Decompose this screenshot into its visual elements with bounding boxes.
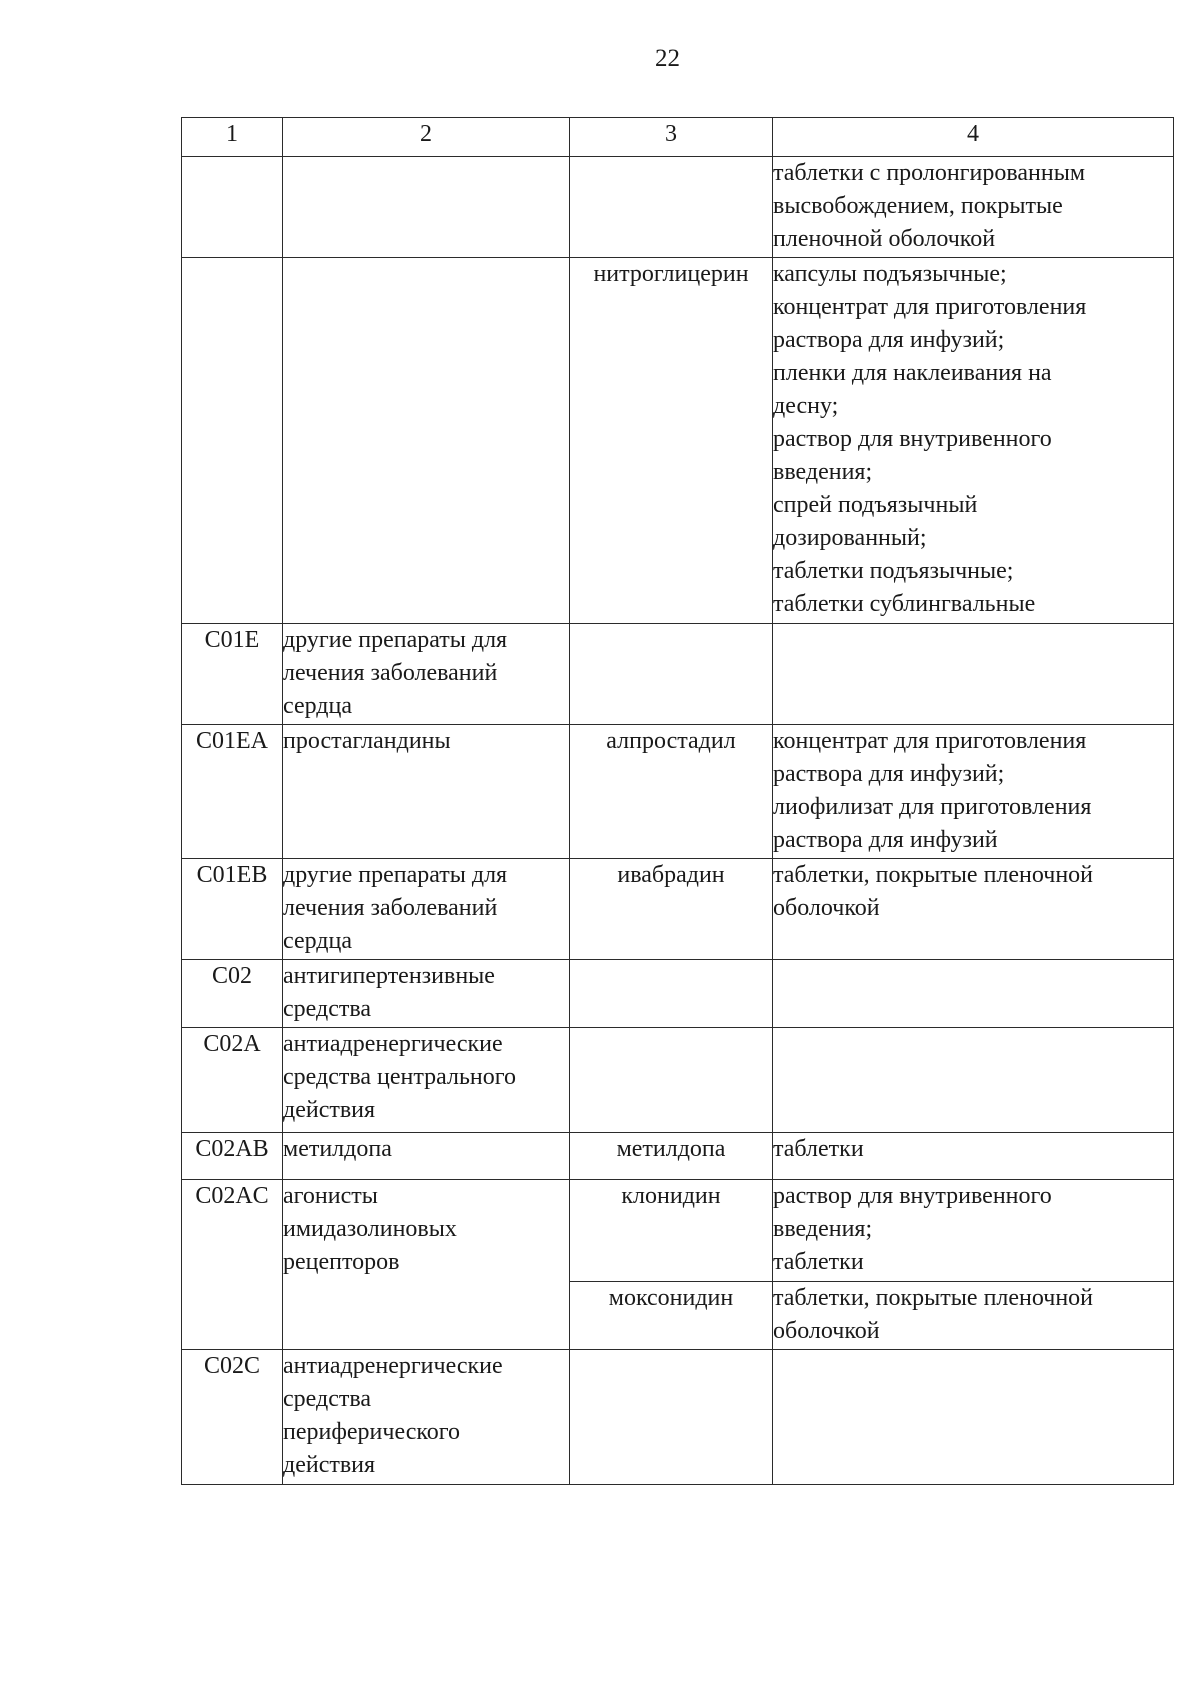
group-name-line: средства bbox=[283, 996, 372, 1022]
dosage-form-line: таблетки, покрытые пленочной bbox=[773, 1285, 1094, 1311]
dosage-form-line: спрей подъязычный bbox=[773, 492, 978, 518]
atc-code-cell: C01EA bbox=[182, 725, 283, 859]
group-name-line: лечения заболеваний bbox=[283, 895, 498, 921]
substance-cell bbox=[570, 725, 773, 859]
dosage-form-line: таблетки сублингвальные bbox=[773, 591, 1036, 617]
dosage-form-line: лиофилизат для приготовления bbox=[773, 794, 1092, 820]
atc-code-cell bbox=[182, 258, 283, 624]
dosage-form-line: раствора для инфузий; bbox=[773, 327, 1005, 353]
dosage-form-line: пленки для наклеивания на bbox=[773, 360, 1052, 386]
dosage-form-cell bbox=[773, 1180, 1174, 1282]
drug-table bbox=[181, 117, 1174, 1485]
group-name-line: другие препараты для bbox=[283, 627, 508, 653]
group-name-line: средства центрального bbox=[283, 1064, 517, 1090]
atc-code-cell: C02 bbox=[182, 960, 283, 1028]
substance-cell bbox=[570, 960, 773, 1028]
table-row bbox=[182, 1180, 1174, 1282]
group-name-cell bbox=[283, 960, 570, 1028]
group-name-line: действия bbox=[283, 1097, 376, 1123]
atc-code-cell: C01EB bbox=[182, 859, 283, 960]
group-name-line: метилдопа bbox=[283, 1136, 392, 1162]
dosage-form-line: таблетки с пролонгированным bbox=[773, 160, 1086, 186]
dosage-form-line: раствора для инфузий bbox=[773, 827, 998, 853]
dosage-form-line: дозированный; bbox=[773, 525, 927, 551]
dosage-form-line: таблетки, покрытые пленочной bbox=[773, 862, 1094, 888]
group-name-line: антиадренергические bbox=[283, 1353, 503, 1379]
dosage-form-line: раствор для внутривенного bbox=[773, 426, 1052, 452]
dosage-form-cell bbox=[773, 1028, 1174, 1133]
dosage-form-line: раствор для внутривенного bbox=[773, 1183, 1052, 1209]
substance-cell bbox=[570, 157, 773, 258]
table-row bbox=[182, 157, 1174, 258]
dosage-form-cell bbox=[773, 859, 1174, 960]
table-row bbox=[182, 960, 1174, 1028]
group-name-line: агонисты bbox=[283, 1183, 378, 1209]
atc-code-cell bbox=[182, 157, 283, 258]
table-row bbox=[182, 725, 1174, 859]
substance-name: моксонидин bbox=[608, 1285, 734, 1311]
column-header-1: 1 bbox=[182, 118, 283, 157]
dosage-form-line: концентрат для приготовления bbox=[773, 294, 1087, 320]
group-name-cell bbox=[283, 258, 570, 624]
dosage-form-cell bbox=[773, 1350, 1174, 1485]
dosage-form-line: таблетки подъязычные; bbox=[773, 558, 1014, 584]
group-name-line: рецепторов bbox=[283, 1249, 400, 1275]
group-name-cell bbox=[283, 624, 570, 725]
atc-code-cell: C02C bbox=[182, 1350, 283, 1485]
group-name-line: антигипертензивные bbox=[283, 963, 495, 989]
group-name-line: сердца bbox=[283, 928, 352, 954]
substance-cell bbox=[570, 1133, 773, 1180]
dosage-form-cell bbox=[773, 258, 1174, 624]
substance-cell bbox=[570, 1282, 773, 1350]
dosage-form-line: десну; bbox=[773, 393, 839, 419]
group-name-cell bbox=[283, 1028, 570, 1133]
table-row bbox=[182, 1350, 1174, 1485]
column-header-2: 2 bbox=[283, 118, 570, 157]
group-name-cell bbox=[283, 1180, 570, 1350]
dosage-form-line: раствора для инфузий; bbox=[773, 761, 1005, 787]
substance-cell bbox=[570, 258, 773, 624]
atc-code-cell: C01E bbox=[182, 624, 283, 725]
group-name-cell bbox=[283, 1350, 570, 1485]
substance-cell bbox=[570, 1180, 773, 1282]
group-name-cell bbox=[283, 157, 570, 258]
dosage-form-line: высвобождением, покрытые bbox=[773, 193, 1063, 219]
dosage-form-cell bbox=[773, 624, 1174, 725]
group-name-cell bbox=[283, 1133, 570, 1180]
dosage-form-cell bbox=[773, 1282, 1174, 1350]
page-number: 22 bbox=[655, 45, 680, 72]
dosage-form-line: оболочкой bbox=[773, 895, 880, 921]
dosage-form-line: капсулы подъязычные; bbox=[773, 261, 1007, 287]
substance-name: нитроглицерин bbox=[593, 261, 749, 287]
group-name-line: лечения заболеваний bbox=[283, 660, 498, 686]
column-header-3: 3 bbox=[570, 118, 773, 157]
dosage-form-cell bbox=[773, 725, 1174, 859]
substance-name: клонидин bbox=[621, 1183, 721, 1209]
atc-code-cell: C02AC bbox=[182, 1180, 283, 1350]
atc-code-cell: C02A bbox=[182, 1028, 283, 1133]
table-row bbox=[182, 258, 1174, 624]
dosage-form-cell bbox=[773, 157, 1174, 258]
substance-cell bbox=[570, 859, 773, 960]
substance-cell bbox=[570, 1028, 773, 1133]
substance-name: ивабрадин bbox=[617, 862, 725, 888]
dosage-form-line: оболочкой bbox=[773, 1318, 880, 1344]
table-row bbox=[182, 1028, 1174, 1133]
group-name-line: другие препараты для bbox=[283, 862, 508, 888]
group-name-line: имидазолиновых bbox=[283, 1216, 457, 1242]
group-name-cell bbox=[283, 725, 570, 859]
substance-name: метилдопа bbox=[616, 1136, 726, 1162]
dosage-form-line: концентрат для приготовления bbox=[773, 728, 1087, 754]
atc-code-cell: C02AB bbox=[182, 1133, 283, 1180]
column-header-4: 4 bbox=[773, 118, 1174, 157]
dosage-form-cell bbox=[773, 1133, 1174, 1180]
substance-name: алпростадил bbox=[606, 728, 736, 754]
dosage-form-cell bbox=[773, 960, 1174, 1028]
substance-cell bbox=[570, 624, 773, 725]
group-name-line: простагландины bbox=[283, 728, 451, 754]
group-name-line: действия bbox=[283, 1452, 376, 1478]
group-name-line: сердца bbox=[283, 693, 352, 719]
substance-cell bbox=[570, 1350, 773, 1485]
table-row bbox=[182, 1133, 1174, 1180]
group-name-line: средства bbox=[283, 1386, 372, 1412]
dosage-form-line: введения; bbox=[773, 1216, 873, 1242]
dosage-form-line: таблетки bbox=[773, 1249, 864, 1275]
group-name-cell bbox=[283, 859, 570, 960]
dosage-form-line: таблетки bbox=[773, 1136, 864, 1162]
dosage-form-line: введения; bbox=[773, 459, 873, 485]
dosage-form-line: пленочной оболочкой bbox=[773, 226, 996, 252]
table-row bbox=[182, 859, 1174, 960]
table-header-row bbox=[182, 118, 1174, 157]
table-row bbox=[182, 624, 1174, 725]
drug-table-container bbox=[181, 117, 1174, 1485]
group-name-line: периферического bbox=[283, 1419, 461, 1445]
group-name-line: антиадренергические bbox=[283, 1031, 503, 1057]
